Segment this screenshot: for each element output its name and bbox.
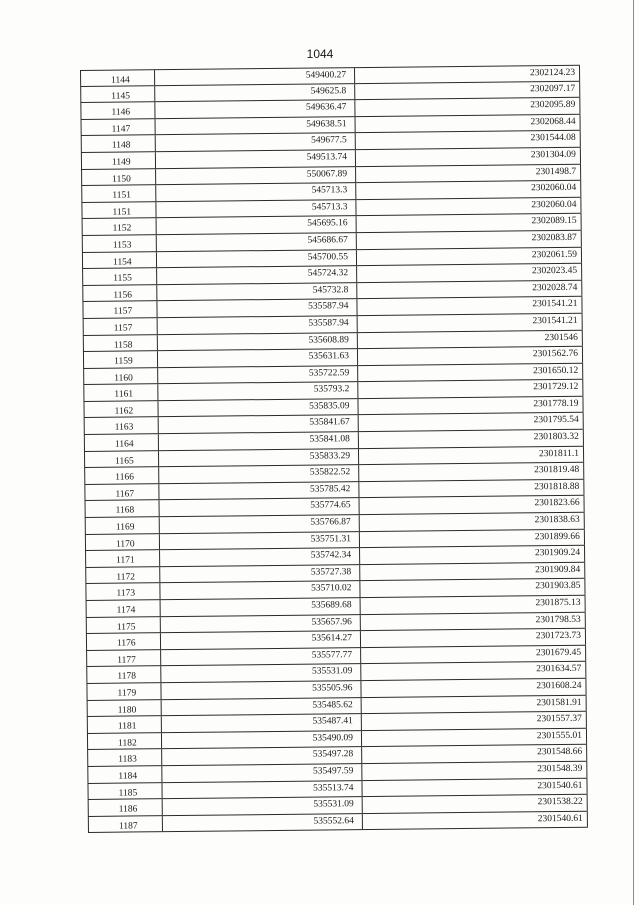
point-number-cell: 1174 xyxy=(86,600,160,616)
y-coordinate-cell: 2301875.13 xyxy=(360,596,586,614)
point-number-cell: 1163 xyxy=(84,418,158,434)
point-number-cell: 1177 xyxy=(86,650,160,666)
y-coordinate-cell: 2302089.15 xyxy=(356,214,582,232)
y-coordinate-cell: 2301541.21 xyxy=(357,314,583,332)
point-number-cell: 1148 xyxy=(81,136,155,152)
x-coordinate-cell: 535487.41 xyxy=(161,714,361,732)
x-coordinate-cell: 535490.09 xyxy=(161,731,361,749)
y-coordinate-cell: 2301541.21 xyxy=(356,297,582,315)
x-coordinate-cell: 545695.16 xyxy=(156,216,356,234)
point-number-cell: 1151 xyxy=(81,185,155,201)
y-coordinate-cell: 2301544.08 xyxy=(355,131,581,149)
y-coordinate-cell: 2301540.61 xyxy=(362,811,588,829)
y-coordinate-cell: 2301581.91 xyxy=(361,695,587,713)
y-coordinate-cell: 2302028.74 xyxy=(356,280,582,298)
x-coordinate-cell: 545713.3 xyxy=(155,200,355,218)
x-coordinate-cell: 535587.94 xyxy=(156,299,356,317)
x-coordinate-cell: 535513.74 xyxy=(161,781,361,799)
x-coordinate-cell: 535742.34 xyxy=(159,548,359,566)
y-coordinate-cell: 2301538.22 xyxy=(362,795,588,813)
x-coordinate-cell: 535497.28 xyxy=(161,747,361,765)
x-coordinate-cell: 535631.63 xyxy=(157,349,357,367)
x-coordinate-cell: 535710.02 xyxy=(159,582,359,600)
y-coordinate-cell: 2301650.12 xyxy=(357,363,583,381)
x-coordinate-cell: 545686.67 xyxy=(156,233,356,251)
point-number-cell: 1154 xyxy=(82,252,156,268)
point-number-cell: 1178 xyxy=(86,667,160,683)
x-coordinate-cell: 535689.68 xyxy=(160,598,360,616)
x-coordinate-cell: 549638.51 xyxy=(155,117,355,135)
point-number-cell: 1158 xyxy=(83,335,157,351)
point-number-cell: 1176 xyxy=(86,633,160,649)
y-coordinate-cell: 2302060.04 xyxy=(355,198,581,216)
x-coordinate-cell: 535552.64 xyxy=(162,814,362,832)
point-number-cell: 1150 xyxy=(81,169,155,185)
y-coordinate-cell: 2301811.1 xyxy=(358,446,584,464)
y-coordinate-cell: 2301304.09 xyxy=(355,148,581,166)
point-number-cell: 1162 xyxy=(83,401,157,417)
x-coordinate-cell: 545700.55 xyxy=(156,250,356,268)
x-coordinate-cell: 535835.09 xyxy=(157,399,357,417)
y-coordinate-cell: 2301819.48 xyxy=(358,463,584,481)
y-coordinate-cell: 2302124.23 xyxy=(354,66,580,83)
point-number-cell: 1165 xyxy=(84,451,158,467)
x-coordinate-cell: 535497.59 xyxy=(161,764,361,782)
point-number-cell: 1182 xyxy=(87,733,161,749)
y-coordinate-cell: 2301798.53 xyxy=(360,612,586,630)
point-number-cell: 1167 xyxy=(84,484,158,500)
point-number-cell: 1172 xyxy=(85,567,159,583)
y-coordinate-cell: 2301679.45 xyxy=(360,646,586,664)
point-number-cell: 1153 xyxy=(82,235,156,251)
x-coordinate-cell: 535531.09 xyxy=(160,664,360,682)
x-coordinate-cell: 535505.96 xyxy=(160,681,360,699)
y-coordinate-cell: 2301634.57 xyxy=(360,662,586,680)
point-number-cell: 1175 xyxy=(86,617,160,633)
point-number-cell: 1169 xyxy=(85,517,159,533)
y-coordinate-cell: 2301540.61 xyxy=(361,778,587,796)
point-number-cell: 1155 xyxy=(82,268,156,284)
x-coordinate-cell: 535766.87 xyxy=(159,515,359,533)
x-coordinate-cell: 535833.29 xyxy=(158,449,358,467)
x-coordinate-cell: 535751.31 xyxy=(159,532,359,550)
coordinates-table xyxy=(80,65,588,834)
x-coordinate-cell: 535841.08 xyxy=(158,432,358,450)
x-coordinate-cell: 549400.27 xyxy=(154,68,354,85)
point-number-cell: 1183 xyxy=(87,750,161,766)
point-number-cell: 1184 xyxy=(87,766,161,782)
x-coordinate-cell: 549677.5 xyxy=(155,134,355,152)
y-coordinate-cell: 2302061.59 xyxy=(356,247,582,265)
point-number-cell: 1161 xyxy=(83,384,157,400)
x-coordinate-cell: 550067.89 xyxy=(155,167,355,185)
x-coordinate-cell: 549636.47 xyxy=(154,100,354,118)
y-coordinate-cell: 2301899.66 xyxy=(359,529,585,547)
point-number-cell: 1186 xyxy=(88,799,162,815)
point-number-cell: 1145 xyxy=(80,86,154,102)
point-number-cell: 1171 xyxy=(85,550,159,566)
point-number-cell: 1144 xyxy=(80,70,154,85)
y-coordinate-cell: 2301909.24 xyxy=(359,546,585,564)
y-coordinate-cell: 2302068.44 xyxy=(355,115,581,133)
y-coordinate-cell: 2301548.66 xyxy=(361,745,587,763)
point-number-cell: 1170 xyxy=(85,534,159,550)
point-number-cell: 1146 xyxy=(80,102,154,118)
y-coordinate-cell: 2301498.7 xyxy=(355,164,581,182)
y-coordinate-cell: 2301548.39 xyxy=(361,762,587,780)
point-number-cell: 1149 xyxy=(81,152,155,168)
y-coordinate-cell: 2301909.84 xyxy=(359,563,585,581)
point-number-cell: 1180 xyxy=(87,700,161,716)
y-coordinate-cell: 2301723.73 xyxy=(360,629,586,647)
point-number-cell: 1185 xyxy=(87,783,161,799)
y-coordinate-cell: 2301555.01 xyxy=(361,728,587,746)
x-coordinate-cell: 535822.52 xyxy=(158,465,358,483)
y-coordinate-cell: 2301778.19 xyxy=(357,397,583,415)
page-number: 1044 xyxy=(306,47,334,61)
y-coordinate-cell: 2302083.87 xyxy=(356,231,582,249)
y-coordinate-cell: 2301795.54 xyxy=(358,413,584,431)
point-number-cell: 1173 xyxy=(85,584,159,600)
x-coordinate-cell: 535614.27 xyxy=(160,631,360,649)
point-number-cell: 1181 xyxy=(87,716,161,732)
point-number-cell: 1179 xyxy=(86,683,160,699)
point-number-cell: 1147 xyxy=(81,119,155,135)
page-edge-line xyxy=(633,0,634,905)
y-coordinate-cell: 2301557.37 xyxy=(361,712,587,730)
y-coordinate-cell: 2301823.66 xyxy=(359,496,585,514)
y-coordinate-cell: 2301729.12 xyxy=(357,380,583,398)
y-coordinate-cell: 2301838.63 xyxy=(359,513,585,531)
y-coordinate-cell: 2302023.45 xyxy=(356,264,582,282)
y-coordinate-cell: 2301803.32 xyxy=(358,430,584,448)
point-number-cell: 1157 xyxy=(82,302,156,318)
x-coordinate-cell: 549513.74 xyxy=(155,150,355,168)
x-coordinate-cell: 545724.32 xyxy=(156,266,356,284)
x-coordinate-cell: 535785.42 xyxy=(158,482,358,500)
x-coordinate-cell: 549625.8 xyxy=(154,84,354,102)
point-number-cell: 1166 xyxy=(84,467,158,483)
x-coordinate-cell: 535577.77 xyxy=(160,648,360,666)
y-coordinate-cell: 2302060.04 xyxy=(355,181,581,199)
x-coordinate-cell: 535657.96 xyxy=(160,615,360,633)
point-number-cell: 1159 xyxy=(83,351,157,367)
x-coordinate-cell: 535587.94 xyxy=(157,316,357,334)
point-number-cell: 1164 xyxy=(84,434,158,450)
point-number-cell: 1156 xyxy=(82,285,156,301)
point-number-cell: 1168 xyxy=(85,501,159,517)
y-coordinate-cell: 2301562.76 xyxy=(357,347,583,365)
x-coordinate-cell: 535608.89 xyxy=(157,333,357,351)
point-number-cell: 1152 xyxy=(82,219,156,235)
point-number-cell: 1151 xyxy=(81,202,155,218)
y-coordinate-cell: 2301546 xyxy=(357,330,583,348)
y-coordinate-cell: 2301818.88 xyxy=(358,480,584,498)
point-number-cell: 1157 xyxy=(83,318,157,334)
y-coordinate-cell: 2302097.17 xyxy=(354,81,580,99)
x-coordinate-cell: 535722.59 xyxy=(157,366,357,384)
x-coordinate-cell: 545732.8 xyxy=(156,283,356,301)
x-coordinate-cell: 535793.2 xyxy=(157,382,357,400)
y-coordinate-cell: 2301903.85 xyxy=(359,579,585,597)
x-coordinate-cell: 535727.38 xyxy=(159,565,359,583)
x-coordinate-cell: 535841.67 xyxy=(158,416,358,434)
y-coordinate-cell: 2302095.89 xyxy=(354,98,580,116)
x-coordinate-cell: 535774.65 xyxy=(159,499,359,517)
x-coordinate-cell: 535485.62 xyxy=(161,698,361,716)
point-number-cell: 1160 xyxy=(83,368,157,384)
point-number-cell: 1187 xyxy=(88,816,162,832)
x-coordinate-cell: 545713.3 xyxy=(155,183,355,201)
x-coordinate-cell: 535531.09 xyxy=(162,797,362,815)
y-coordinate-cell: 2301608.24 xyxy=(360,679,586,697)
